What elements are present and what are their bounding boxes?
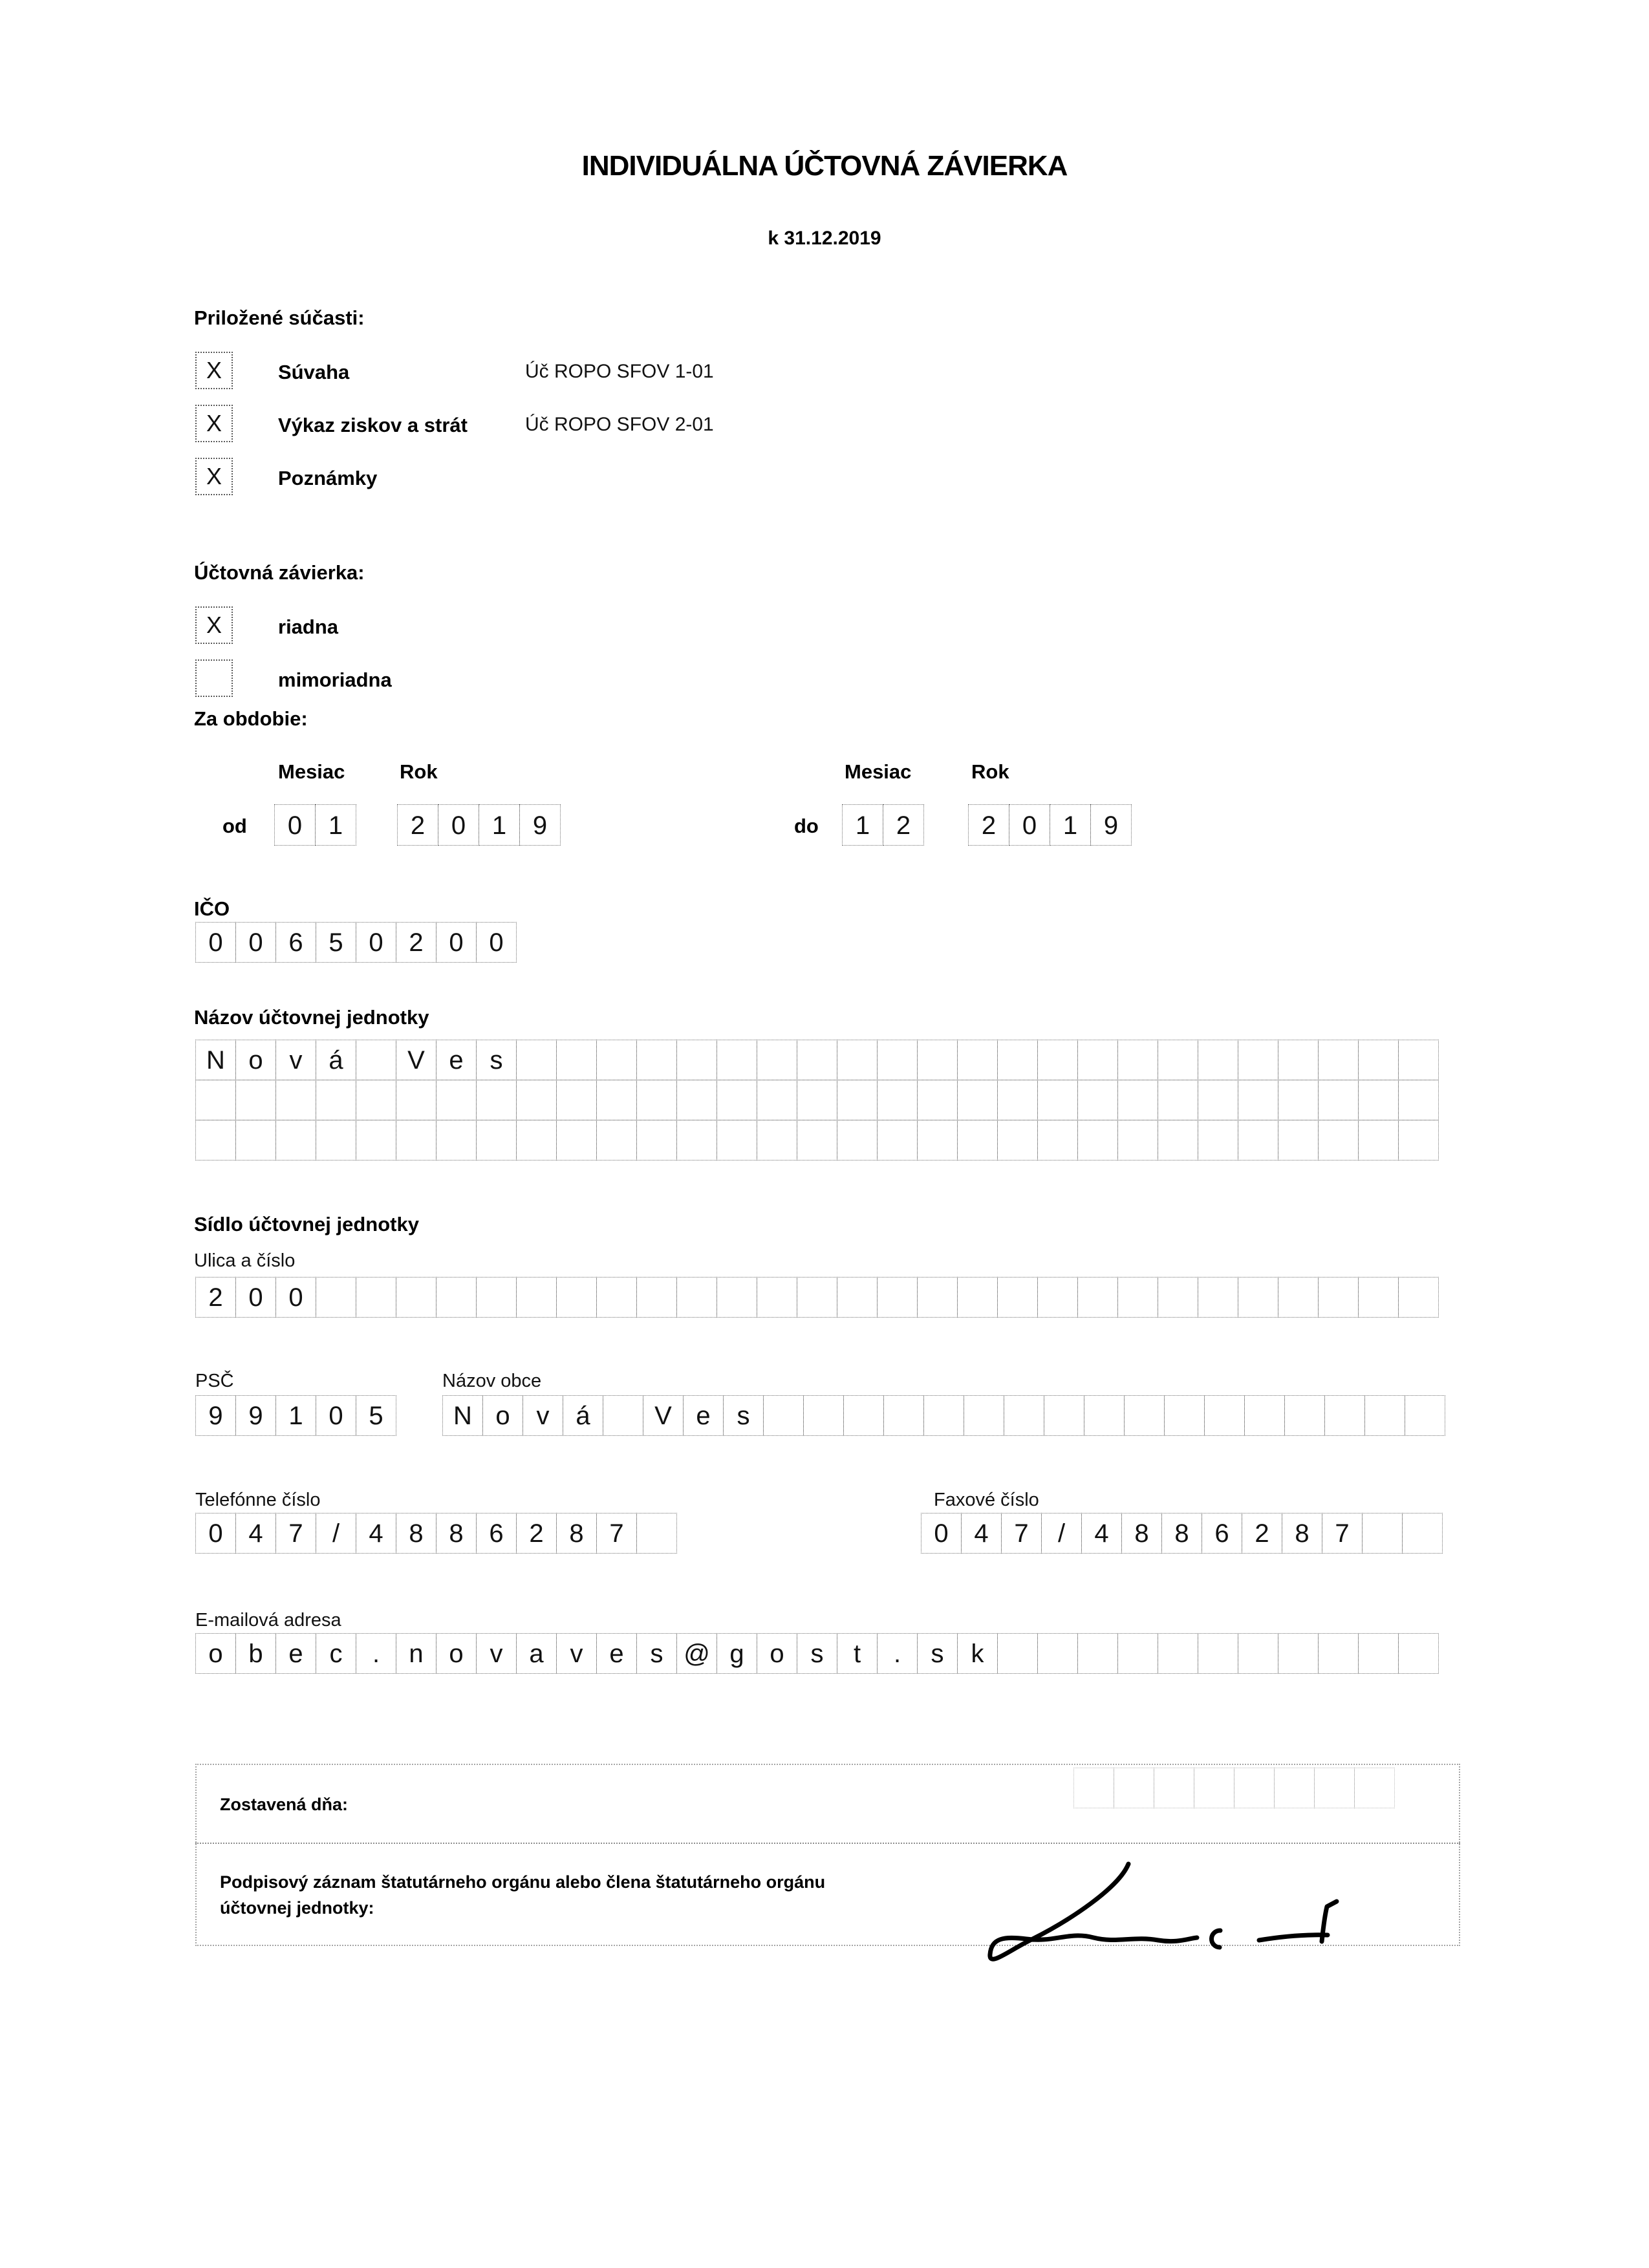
compiled-date-cells [1073,1768,1394,1808]
grid-cell [843,1395,884,1436]
grid-cell [1158,1633,1198,1674]
grid-cell [877,1120,918,1161]
street-cells [195,1277,1438,1318]
grid-cell [1358,1080,1399,1120]
grid-cell [1278,1080,1319,1120]
compiled-date-label: Zostavená dňa: [220,1795,349,1814]
grid-cell: s [797,1633,837,1674]
grid-cell [676,1080,717,1120]
psc-cells [195,1395,396,1436]
grid-cell [717,1080,757,1120]
grid-cell: e [436,1040,477,1080]
grid-cell: 7 [275,1513,316,1554]
grid-cell [1204,1395,1245,1436]
grid-cell: V [643,1395,684,1436]
grid-cell [1354,1768,1395,1808]
grid-cell: 1 [275,1395,316,1436]
grid-cell: á [316,1040,356,1080]
grid-cell [596,1277,637,1318]
seat-heading: Sídlo účtovnej jednotky [194,1213,419,1236]
grid-cell [797,1277,837,1318]
grid-cell [1234,1768,1275,1808]
grid-cell: / [316,1513,356,1554]
checkbox-mark: X [206,357,222,383]
checkbox-riadna [195,606,233,644]
grid-cell: e [275,1633,316,1674]
town-cells [442,1395,1445,1436]
grid-cell: 9 [519,804,561,846]
grid-cell [1405,1395,1445,1436]
grid-cell [1364,1395,1405,1436]
grid-cell [1278,1040,1319,1080]
fax-label: Faxové číslo [934,1490,1039,1510]
checkbox-mimoriadna [195,659,233,697]
grid-cell [1238,1120,1278,1161]
grid-cell [356,1277,396,1318]
grid-cell [596,1080,637,1120]
grid-cell [917,1277,958,1318]
grid-cell [195,1120,236,1161]
grid-cell: 4 [1081,1513,1122,1554]
grid-cell [797,1080,837,1120]
grid-cell: 9 [235,1395,276,1436]
grid-cell: 0 [274,804,316,846]
grid-cell [1037,1120,1078,1161]
grid-cell: 0 [235,1277,276,1318]
grid-cell [476,1080,517,1120]
grid-cell [1117,1120,1158,1161]
grid-cell [997,1040,1038,1080]
grid-cell: s [917,1633,958,1674]
grid-cell [917,1120,958,1161]
grid-cell: 4 [235,1513,276,1554]
grid-cell: 0 [275,1277,316,1318]
attachment-label-suvaha: Súvaha [278,361,350,383]
grid-cell: 8 [1161,1513,1202,1554]
grid-cell [1044,1395,1084,1436]
grid-cell [436,1120,477,1161]
grid-cell [603,1395,643,1436]
grid-cell: 0 [316,1395,356,1436]
ico-cells [195,922,516,963]
grid-cell [1238,1277,1278,1318]
grid-cell: 9 [1090,804,1132,846]
to-label: do [794,815,819,837]
grid-cell: s [636,1633,677,1674]
grid-cell [763,1395,804,1436]
grid-cell [636,1277,677,1318]
grid-cell [1284,1395,1325,1436]
attachment-code-vykaz: Úč ROPO SFOV 2-01 [525,414,714,435]
grid-cell [516,1120,557,1161]
to-year-label: Rok [971,760,1009,783]
grid-cell [1037,1633,1078,1674]
grid-cell [1077,1080,1118,1120]
grid-cell: 0 [436,922,477,963]
grid-cell: 0 [195,922,236,963]
grid-cell [1198,1633,1238,1674]
from-month-label: Mesiac [278,760,345,783]
grid-cell [1077,1633,1118,1674]
grid-cell [837,1080,878,1120]
from-year-cells [397,804,560,846]
grid-cell [877,1040,918,1080]
grid-cell [396,1277,436,1318]
grid-cell [316,1277,356,1318]
report-date-line: k 31.12.2019 [768,228,881,249]
grid-cell [636,1040,677,1080]
grid-cell: t [837,1633,878,1674]
closing-type-heading: Účtovná závierka: [194,561,365,584]
grid-cell: o [757,1633,797,1674]
grid-cell [556,1080,597,1120]
closing-label-riadna: riadna [278,615,339,638]
attachment-code-suvaha: Úč ROPO SFOV 1-01 [525,361,714,382]
grid-cell [636,1080,677,1120]
grid-cell [1158,1120,1198,1161]
grid-cell [1238,1080,1278,1120]
grid-cell [1324,1395,1365,1436]
phone-label: Telefónne číslo [195,1490,321,1510]
grid-cell [436,1277,477,1318]
phone-cells [195,1513,676,1554]
grid-cell [235,1080,276,1120]
grid-cell: 5 [356,1395,396,1436]
grid-cell [1402,1513,1443,1554]
grid-cell: s [723,1395,764,1436]
grid-cell [1037,1040,1078,1080]
grid-cell [803,1395,844,1436]
grid-cell [917,1080,958,1120]
grid-cell: v [556,1633,597,1674]
grid-cell [997,1633,1038,1674]
grid-cell [1358,1633,1399,1674]
grid-cell [1238,1633,1278,1674]
grid-cell [676,1120,717,1161]
grid-cell [964,1395,1004,1436]
checkbox-poznamky [195,458,233,495]
grid-cell [516,1040,557,1080]
grid-cell [1198,1277,1238,1318]
grid-cell [757,1080,797,1120]
grid-cell [1077,1120,1118,1161]
grid-cell [1198,1080,1238,1120]
grid-cell [356,1040,396,1080]
grid-cell [757,1120,797,1161]
grid-cell [1358,1277,1399,1318]
grid-cell [556,1120,597,1161]
grid-cell: 2 [195,1277,236,1318]
grid-cell: a [516,1633,557,1674]
grid-cell: á [563,1395,603,1436]
grid-cell: o [195,1633,236,1674]
grid-cell [717,1040,757,1080]
attachments-heading: Priložené súčasti: [194,306,365,329]
street-label: Ulica a číslo [194,1250,296,1271]
attachment-label-poznamky: Poznámky [278,467,378,489]
grid-cell: 7 [1001,1513,1042,1554]
grid-cell [195,1080,236,1120]
grid-cell: 0 [438,804,479,846]
checkbox-vykaz [195,405,233,442]
grid-cell [556,1040,597,1080]
grid-cell [676,1277,717,1318]
grid-cell: N [195,1040,236,1080]
grid-cell [1318,1040,1359,1080]
grid-cell: . [356,1633,396,1674]
grid-cell [1073,1768,1114,1808]
grid-cell: 7 [596,1513,637,1554]
entity-name-row-3 [195,1120,1438,1161]
grid-cell: 2 [396,922,436,963]
grid-cell [1318,1080,1359,1120]
grid-cell: 5 [316,922,356,963]
grid-cell [275,1120,316,1161]
grid-cell [1037,1277,1078,1318]
grid-cell [1274,1768,1315,1808]
grid-cell [1077,1277,1118,1318]
grid-cell [1117,1040,1158,1080]
grid-cell [957,1040,998,1080]
grid-cell [1198,1120,1238,1161]
entity-name-label: Názov účtovnej jednotky [194,1006,429,1029]
grid-cell [396,1120,436,1161]
grid-cell: V [396,1040,436,1080]
entity-name-row-2 [195,1080,1438,1120]
grid-cell [997,1080,1038,1120]
to-month-cells [842,804,923,846]
grid-cell [797,1040,837,1080]
grid-cell: n [396,1633,436,1674]
email-cells [195,1633,1438,1674]
grid-cell [1158,1040,1198,1080]
grid-cell [1004,1395,1044,1436]
grid-cell: 6 [1202,1513,1242,1554]
grid-cell [877,1277,918,1318]
grid-cell [476,1277,517,1318]
grid-cell [1398,1633,1439,1674]
from-year-label: Rok [400,760,438,783]
grid-cell: v [476,1633,517,1674]
grid-cell [516,1080,557,1120]
grid-cell: k [957,1633,998,1674]
grid-cell: 2 [397,804,438,846]
grid-cell [1124,1395,1165,1436]
from-label: od [222,815,247,837]
ico-label: IČO [194,897,230,920]
grid-cell [957,1277,998,1318]
grid-cell: 1 [1050,804,1091,846]
signature-label-line2: účtovnej jednotky: [220,1898,374,1918]
grid-cell: o [436,1633,477,1674]
grid-cell: 0 [476,922,517,963]
grid-cell [797,1120,837,1161]
grid-cell [1198,1040,1238,1080]
grid-cell [1117,1633,1158,1674]
grid-cell: 0 [1009,804,1050,846]
grid-cell: 6 [476,1513,517,1554]
grid-cell [923,1395,964,1436]
grid-cell [837,1120,878,1161]
grid-cell [957,1080,998,1120]
checkbox-mark: X [206,612,222,638]
grid-cell: o [235,1040,276,1080]
grid-cell: 8 [1282,1513,1322,1554]
grid-cell: 6 [275,922,316,963]
grid-cell: 1 [315,804,356,846]
grid-cell [1278,1277,1319,1318]
grid-cell: e [596,1633,637,1674]
grid-cell [883,1395,924,1436]
grid-cell: 0 [235,922,276,963]
grid-cell [1314,1768,1355,1808]
grid-cell: s [476,1040,517,1080]
grid-cell [1084,1395,1125,1436]
grid-cell [1318,1277,1359,1318]
grid-cell [1037,1080,1078,1120]
grid-cell [1244,1395,1285,1436]
grid-cell: 8 [396,1513,436,1554]
grid-cell: 2 [1242,1513,1282,1554]
grid-cell [1077,1040,1118,1080]
page-title: INDIVIDUÁLNA ÚČTOVNÁ ZÁVIERKA [581,150,1068,182]
grid-cell: 8 [436,1513,477,1554]
signature-label-line1: Podpisový záznam štatutárneho orgánu alebo člena štatutárneho orgánu [220,1872,826,1892]
grid-cell: 2 [516,1513,557,1554]
grid-cell [636,1120,677,1161]
fax-cells [921,1513,1442,1554]
to-year-cells [968,804,1131,846]
grid-cell [997,1277,1038,1318]
grid-cell: 9 [195,1395,236,1436]
grid-cell [1114,1768,1154,1808]
grid-cell [1398,1120,1439,1161]
grid-cell [316,1080,356,1120]
grid-cell [596,1120,637,1161]
grid-cell [1158,1277,1198,1318]
grid-cell: 2 [883,804,924,846]
grid-cell: b [235,1633,276,1674]
grid-cell [436,1080,477,1120]
attachment-label-vykaz: Výkaz ziskov a strát [278,414,468,436]
grid-cell [1117,1277,1158,1318]
grid-cell [1278,1120,1319,1161]
grid-cell [1358,1040,1399,1080]
grid-cell [556,1277,597,1318]
closing-label-mimoriadna: mimoriadna [278,669,392,691]
grid-cell [356,1080,396,1120]
grid-cell [1194,1768,1234,1808]
grid-cell [1154,1768,1194,1808]
grid-cell [1238,1040,1278,1080]
grid-cell: @ [676,1633,717,1674]
grid-cell [757,1040,797,1080]
grid-cell [396,1080,436,1120]
grid-cell: 8 [1121,1513,1162,1554]
grid-cell [636,1513,677,1554]
grid-cell [917,1040,958,1080]
grid-cell: 0 [921,1513,962,1554]
grid-cell: g [717,1633,757,1674]
grid-cell [1398,1040,1439,1080]
grid-cell [476,1120,517,1161]
grid-cell: . [877,1633,918,1674]
grid-cell: 0 [356,922,396,963]
grid-cell [1362,1513,1403,1554]
checkbox-suvaha [195,352,233,389]
grid-cell [235,1120,276,1161]
grid-cell [1318,1120,1359,1161]
grid-cell: c [316,1633,356,1674]
grid-cell: v [275,1040,316,1080]
grid-cell: 4 [961,1513,1002,1554]
grid-cell [1358,1120,1399,1161]
grid-cell [837,1277,878,1318]
grid-cell: N [442,1395,483,1436]
grid-cell [1398,1277,1439,1318]
grid-cell: 7 [1322,1513,1363,1554]
grid-cell: v [523,1395,563,1436]
grid-cell [757,1277,797,1318]
grid-cell: 2 [968,804,1009,846]
grid-cell [275,1080,316,1120]
grid-cell [1158,1080,1198,1120]
from-month-cells [274,804,356,846]
grid-cell: 1 [842,804,883,846]
grid-cell [957,1120,998,1161]
handwritten-signature [967,1839,1381,1975]
to-month-label: Mesiac [845,760,912,783]
grid-cell [516,1277,557,1318]
grid-cell [316,1120,356,1161]
grid-cell: o [482,1395,523,1436]
grid-cell [356,1120,396,1161]
grid-cell [676,1040,717,1080]
period-heading: Za obdobie: [194,707,308,730]
grid-cell [877,1080,918,1120]
grid-cell [717,1120,757,1161]
grid-cell: 1 [479,804,520,846]
checkbox-mark: X [206,410,222,436]
grid-cell [717,1277,757,1318]
checkbox-mark: X [206,463,222,489]
grid-cell [1117,1080,1158,1120]
grid-cell: 0 [195,1513,236,1554]
entity-name-row-1 [195,1040,1438,1080]
psc-label: PSČ [195,1371,234,1391]
town-label: Názov obce [442,1371,542,1391]
grid-cell [1164,1395,1205,1436]
grid-cell [997,1120,1038,1161]
grid-cell: 4 [356,1513,396,1554]
grid-cell: e [683,1395,724,1436]
grid-cell [1318,1633,1359,1674]
grid-cell [1278,1633,1319,1674]
grid-cell: 8 [556,1513,597,1554]
email-label: E-mailová adresa [195,1610,341,1631]
grid-cell [837,1040,878,1080]
grid-cell [596,1040,637,1080]
grid-cell [1398,1080,1439,1120]
grid-cell: / [1041,1513,1082,1554]
